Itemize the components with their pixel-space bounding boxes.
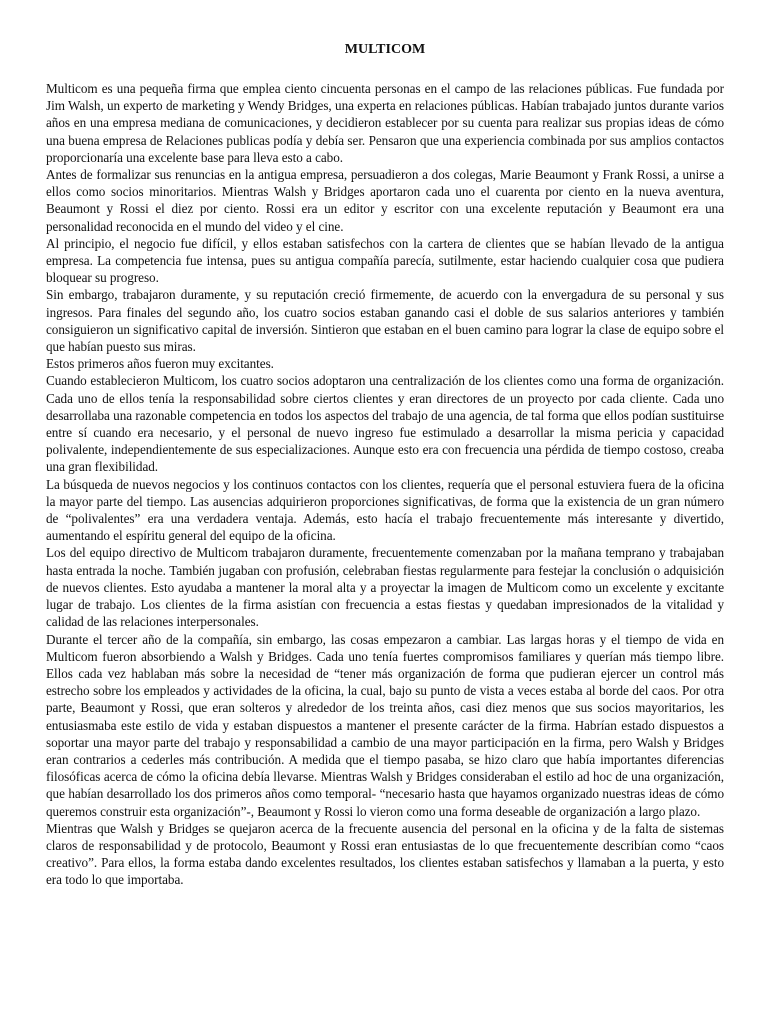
paragraph-1: Multicom es una pequeña firma que emplea ciento cincuenta personas en el campo de las relaciones públicas. Fue fundada por Jim Walsh, un experto de marketing y Wendy Bridges, una experta en relaciones públicas. Habían trabajado juntos durante varios años en una empresa mediana de comunicaciones, y decidieron establecer por su cuenta para realizar sus propias ideas de cómo una buena empresa de Relaciones publicas podía y debía ser. Pensaron que una experiencia combinada por sus amplios contactos proporcionaría una excelente base para lleva esto a cabo. <box>46 81 724 165</box>
paragraph-2: Antes de formalizar sus renuncias en la antigua empresa, persuadieron a dos colegas, Marie Beaumont y Frank Rossi, a unirse a ellos como socios minoritarios. Mientras Walsh y Bridges aportaron cada uno el cuarenta por ciento en la nueva aventura, Beaumont y Rossi el diez por ciento. Rossi era un editor y escritor con una excelente reputación y Beaumont era una personalidad reconocida en el mundo del video y el cine. <box>46 167 724 234</box>
paragraph-9: Durante el tercer año de la compañía, sin embargo, las cosas empezaron a cambiar. Las largas horas y el tiempo de vida en Multicom fueron absorbiendo a Walsh y Bridges. Cada uno tenía fuertes compromisos familiares y querían más tiempo libre. Ellos cada vez hablaban más sobre la necesidad de “tener más organización de forma que pudieran ejercer un control más estrecho sobre los empleados y actividades de la oficina, la cual, bajo su punto de vista a veces estaba al borde del caos. Por otra parte, Beaumont y Rossi, que eran solteros y alrededor de los treinta años, casi diez menos que sus socios mayoritarios, les entusiasmaba este estilo de vida y estaban dispuestos a mantener el presente carácter de la firma. Habrían estado dispuestos a soportar una mayor parte del trabajo y responsabilidad a cambio de una mayor participación en la firma, pero Walsh y Bridges eran contrarios a cederles más contribución. A medida que el tiempo pasaba, se hizo claro que había importantes diferencias filosóficas acerca de cómo la oficina debía llevarse. Mientras Walsh y Bridges consideraban el estilo ad hoc de una organización, que habían desarrollado los dos primeros años como temporal- “necesario hasta que hayamos organizado nuestras ideas de cómo queremos construir esta organización”-, Beaumont y Rossi lo vieron como una forma deseable de organización a largo plazo. <box>46 631 724 819</box>
paragraph-8: Los del equipo directivo de Multicom trabajaron duramente, frecuentemente comenzaban por la mañana temprano y trabajaban hasta entrada la noche. También jugaban con profusión, celebraban fiestas regularmente para festejar la conclusión o adquisición de nuevos clientes. Esto ayudaba a mantener la moral alta y a proyectar la imagen de Multicom como un excelente y excitante lugar de trabajo. Los clientes de la firma asistían con frecuencia a estas fiestas y quedaban impresionados de la vitalidad y calidad de las relaciones interpersonales. <box>46 545 724 630</box>
document-page <box>46 40 724 889</box>
paragraph-7: La búsqueda de nuevos negocios y los continuos contactos con los clientes, requería que el personal estuviera fuera de la oficina la mayor parte del tiempo. Las ausencias adquirieron proporciones significativas, de forma que la existencia de un gran número de “polivalentes” era una verdadera ventaja. Además, esto hacía el trabajo frecuentemente más interesante y divertido, aumentando el espíritu general del equipo de la oficina. <box>46 476 724 544</box>
document-title: MULTICOM <box>344 42 426 57</box>
paragraph-10: Mientras que Walsh y Bridges se quejaron acerca de la frecuente ausencia del personal en la oficina y de la falta de sistemas claros de responsabilidad y de protocolo, Beaumont y Rossi eran entusiastas de lo que frecuentemente describían como “caos creativo”. Para ellos, la forma estaba dando excelentes resultados, los clientes estaban satisfechos y llamaban a la puerta, y esto era todo lo que importaba. <box>46 820 724 888</box>
paragraph-6: Cuando establecieron Multicom, los cuatro socios adoptaron una centralización de los clientes como una forma de organización. Cada uno de ellos tenía la responsabilidad sobre ciertos clientes y eran directores de un proyecto por cada cliente. Cada uno desarrollaba una razonable competencia en todos los aspectos del trabajo de una agencia, de tal forma que ellos podían sustituirse entre sí cuando era necesario, y el personal de nuevo ingreso fue estimulado a desarrollar la misma pericia y capacidad polivalente, independientemente de sus especializaciones. Aunque esto era con frecuencia una pérdida de tiempo costoso, creaba una gran flexibilidad. <box>46 373 724 475</box>
paragraph-5: Estos primeros años fueron muy excitantes. <box>46 356 274 372</box>
paragraph-4: Sin embargo, trabajaron duramente, y su reputación creció firmemente, de acuerdo con la envergadura de su personal y sus ingresos. Para finales del segundo año, los cuatro socios estaban ganando casi el doble de sus salarios anteriores y también consiguieron un significativo capital de inversión. Sintieron que estaban en el buen camino para lograr la clase de equipo sobre el que habían puesto sus miras. <box>46 287 724 355</box>
paragraph-3: Al principio, el negocio fue difícil, y ellos estaban satisfechos con la cartera de clientes que se habían llevado de la antigua empresa. La competencia fue intensa, pues su antigua compañía parecía, sutilmente, estar haciendo cualquier cosa que pudiera bloquear su progreso. <box>46 235 724 286</box>
